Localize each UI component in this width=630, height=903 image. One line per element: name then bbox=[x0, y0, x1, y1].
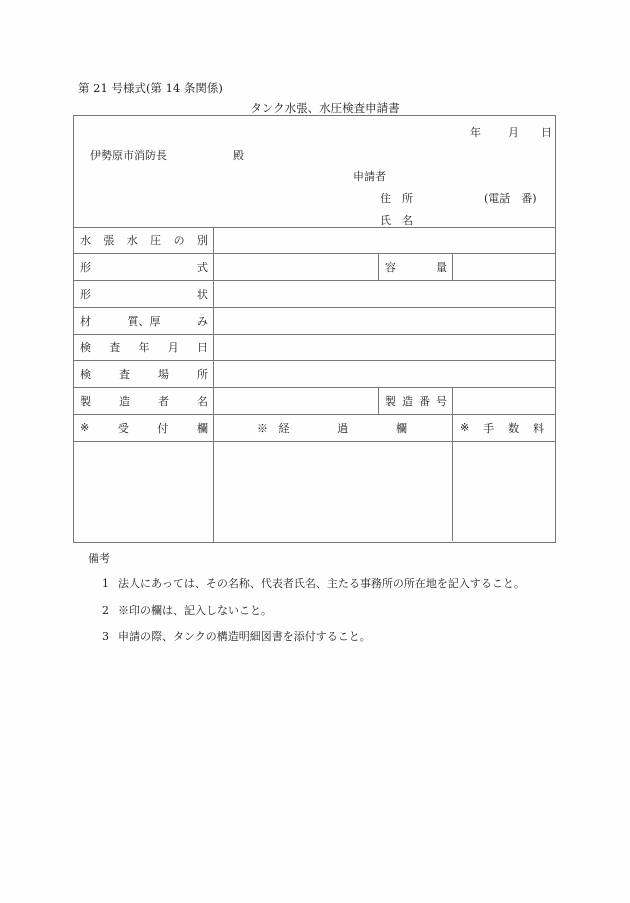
label-inspection-place: 検 査 場 所 bbox=[80, 367, 208, 381]
document-title: タンク水張、水圧検査申請書 bbox=[250, 101, 400, 115]
inspection-date-field[interactable] bbox=[215, 336, 555, 358]
address-label: 住 所 bbox=[380, 192, 413, 205]
material-thickness-field[interactable] bbox=[215, 309, 555, 332]
divider bbox=[213, 227, 214, 543]
serial-number-field[interactable] bbox=[454, 389, 554, 412]
honorific: 殿 bbox=[233, 149, 244, 162]
capacity-field[interactable] bbox=[454, 255, 554, 278]
label-fee: ※ 手 数 料 bbox=[460, 421, 544, 435]
model-field[interactable] bbox=[215, 255, 375, 278]
divider bbox=[452, 387, 453, 541]
reception-area bbox=[75, 443, 211, 541]
label-serial-number: 製 造 番 号 bbox=[385, 394, 447, 408]
label-manufacturer: 製 造 者 名 bbox=[80, 394, 208, 408]
water-pressure-type-field[interactable] bbox=[215, 229, 555, 251]
application-form-table bbox=[73, 115, 556, 543]
recipient: 伊勢原市消防長 bbox=[90, 149, 167, 162]
shape-field[interactable] bbox=[215, 282, 555, 305]
date-year: 年 bbox=[470, 126, 481, 139]
label-model: 形 式 bbox=[80, 260, 208, 274]
divider bbox=[74, 441, 555, 442]
remark-item: 3 申請の際、タンクの構造明細図書を添付すること。 bbox=[102, 630, 371, 643]
label-material-thickness: 材 質、厚 み bbox=[80, 314, 208, 328]
name-label: 氏 名 bbox=[380, 214, 413, 227]
label-water-pressure-type: 水 張 水 圧 の 別 bbox=[80, 234, 208, 247]
divider bbox=[378, 253, 379, 280]
manufacturer-field[interactable] bbox=[215, 389, 375, 412]
remark-item: 1 法人にあっては、その名称、代表者氏名、主たる事務所の所在地を記入すること。 bbox=[102, 577, 525, 590]
label-capacity: 容 量 bbox=[385, 260, 447, 274]
label-progress: ※ 経 過 欄 bbox=[257, 421, 407, 435]
label-shape: 形 状 bbox=[80, 287, 208, 301]
form-number: 第 21 号様式(第 14 条関係) bbox=[78, 81, 223, 95]
date-day: 日 bbox=[541, 126, 552, 139]
remarks-heading: 備考 bbox=[88, 552, 110, 565]
remark-item: 2 ※印の欄は、記入しないこと。 bbox=[102, 604, 272, 617]
phone-label: (電話 番) bbox=[484, 192, 537, 205]
applicant-label: 申請者 bbox=[353, 170, 386, 183]
label-reception: ※ 受 付 欄 bbox=[80, 421, 208, 435]
fee-area bbox=[454, 443, 554, 541]
divider bbox=[452, 253, 453, 280]
inspection-place-field[interactable] bbox=[215, 362, 555, 385]
date-month: 月 bbox=[508, 126, 519, 139]
progress-area bbox=[215, 443, 450, 541]
label-inspection-date: 検 査 年 月 日 bbox=[80, 341, 208, 354]
divider bbox=[378, 387, 379, 414]
